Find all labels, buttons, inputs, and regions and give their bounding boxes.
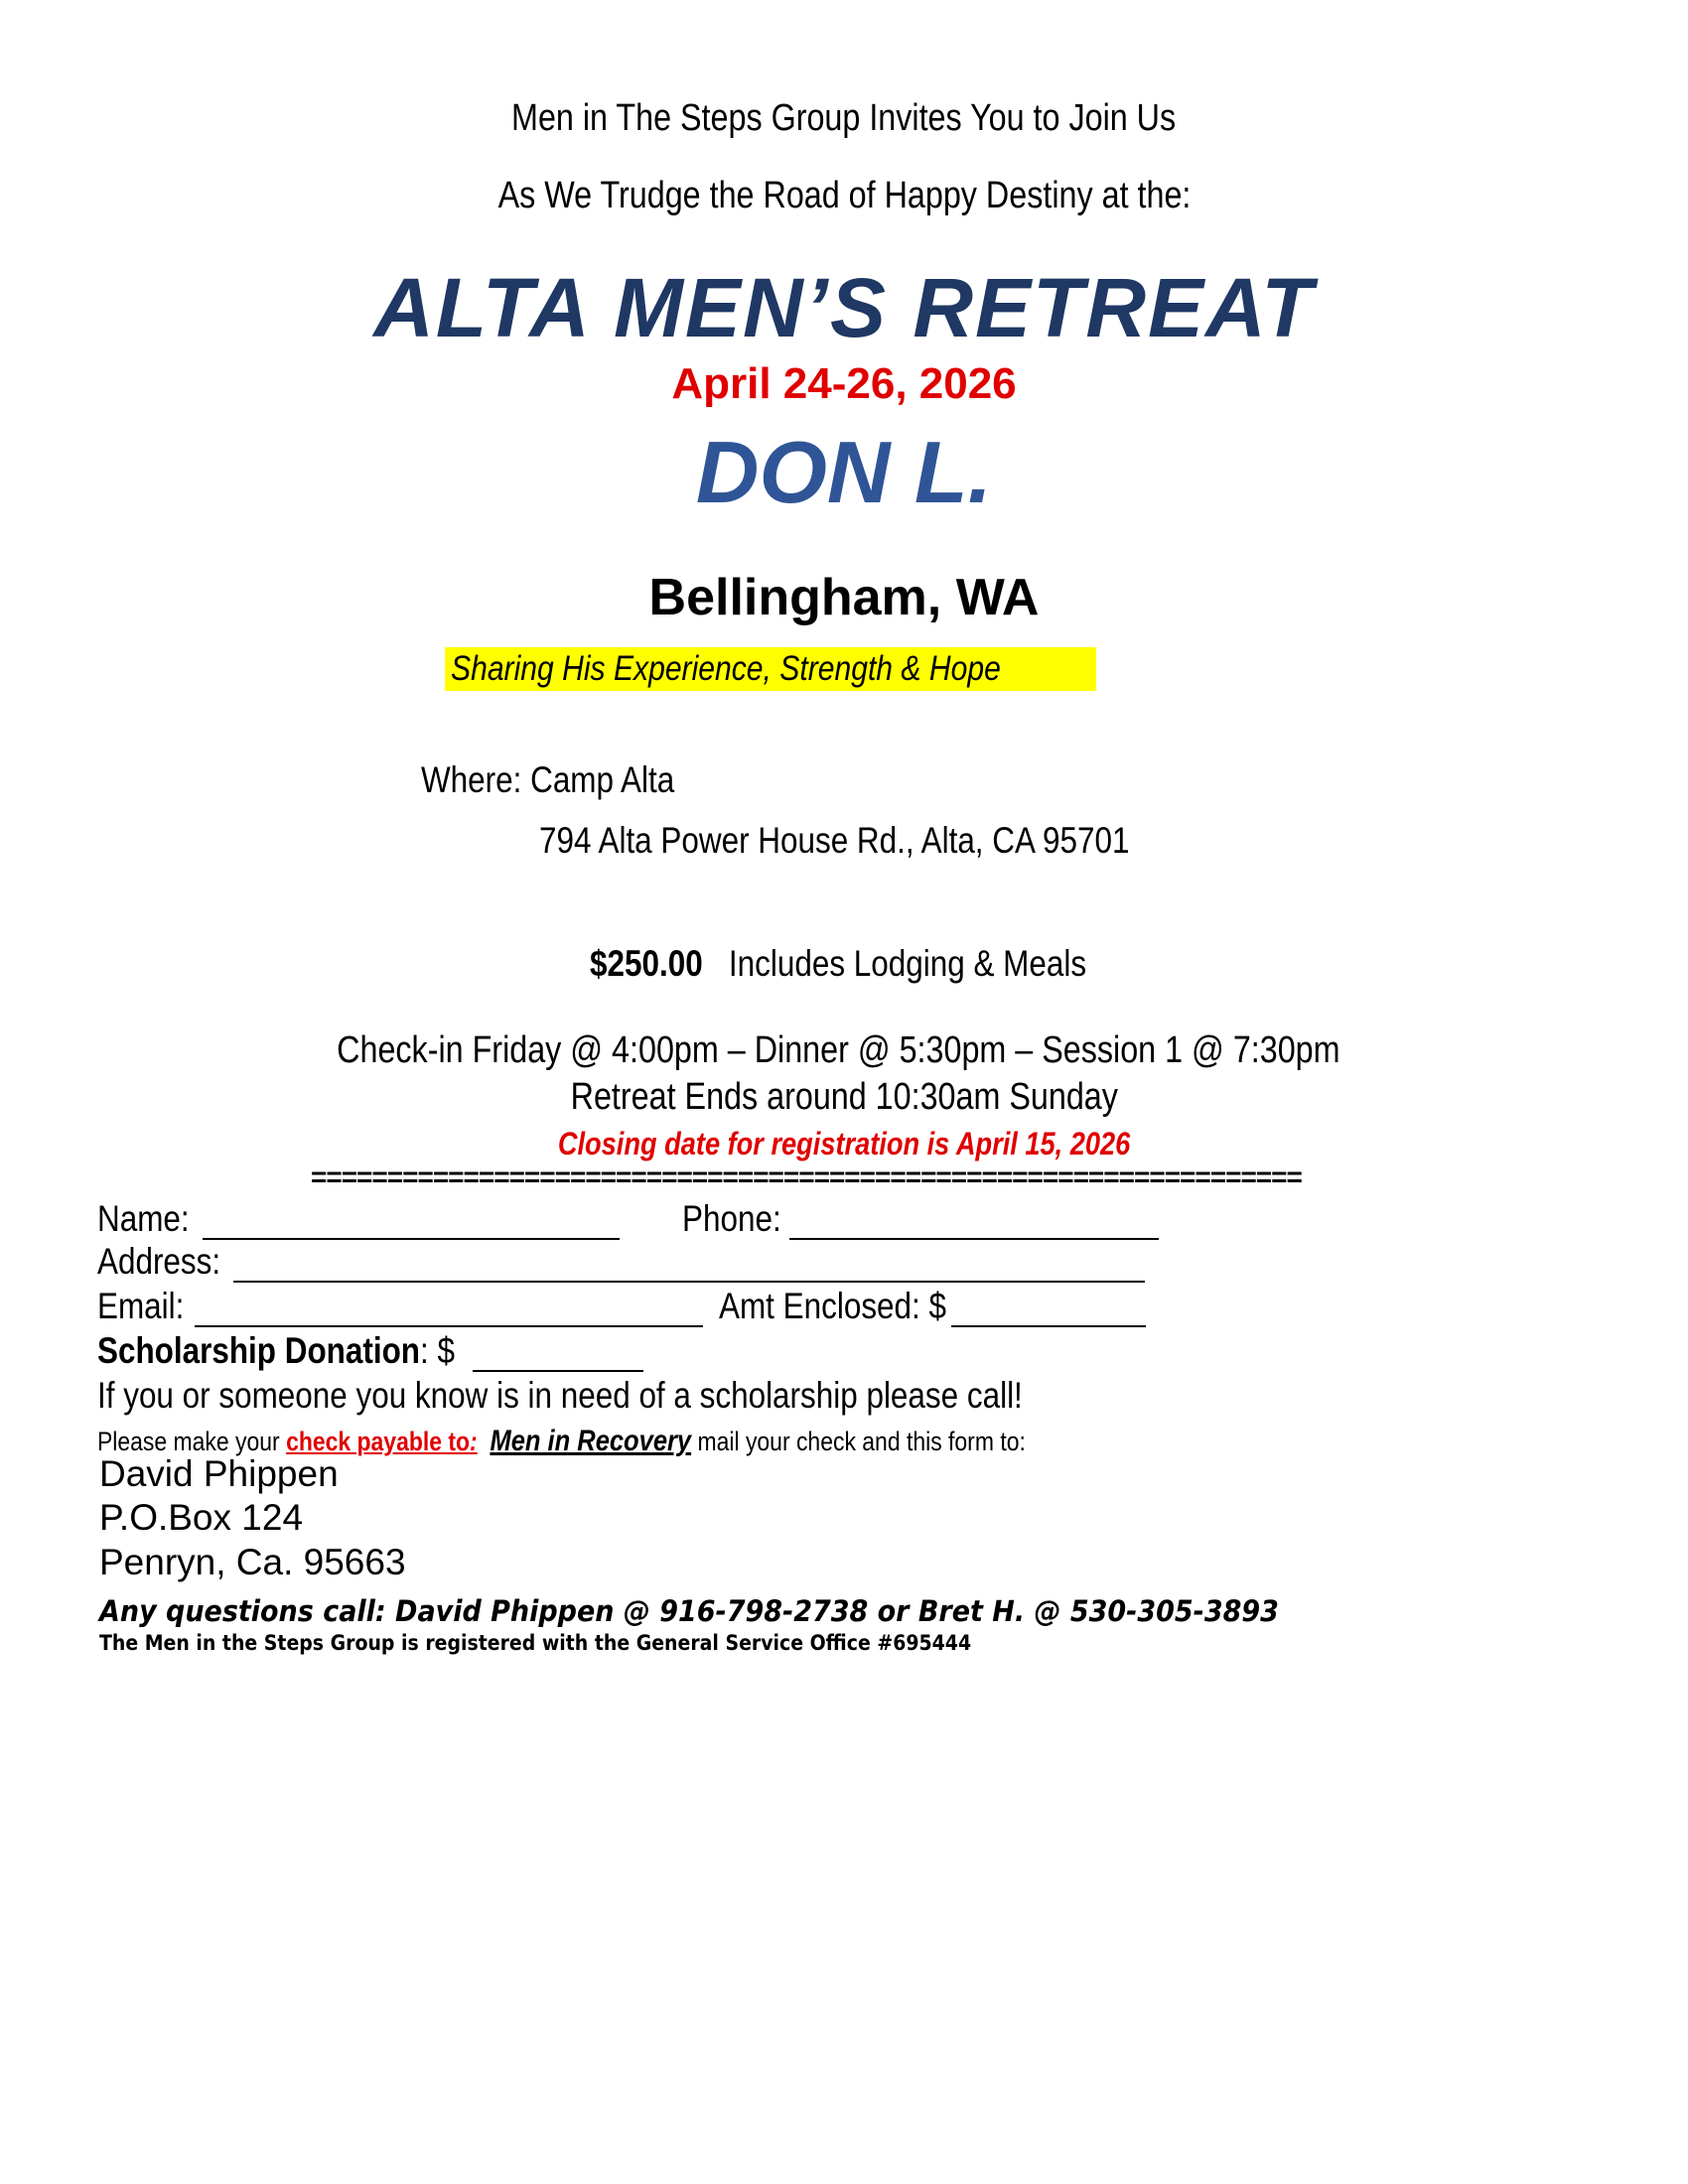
address-label: Address: xyxy=(97,1241,221,1282)
retreat-end-text: Retreat Ends around 10:30am Sunday xyxy=(570,1076,1118,1118)
checkin-schedule xyxy=(0,1029,1682,1072)
speaker-name: DON L. xyxy=(695,423,993,521)
address-row xyxy=(97,1241,242,1283)
phone-label: Phone: xyxy=(682,1198,781,1239)
divider: ================================================================= xyxy=(311,1161,1302,1192)
subtitle-line-text: As We Trudge the Road of Happy Destiny at the: xyxy=(497,175,1191,216)
name-field[interactable] xyxy=(203,1208,620,1240)
payment-suffix: mail your check and this form to: xyxy=(691,1427,1026,1456)
payment-prefix: Please make your xyxy=(97,1427,287,1456)
location-address xyxy=(539,820,1233,862)
contact-line-text: Any questions call: David Phippen @ 916-798-2738 or Bret H. @ 530-305-3893 xyxy=(99,1594,1279,1628)
gso-registration-text: The Men in the Steps Group is registered with the General Service Office #695444 xyxy=(99,1631,972,1655)
check-payable-label: check payable to xyxy=(286,1427,471,1456)
event-dates: April 24-26, 2026 xyxy=(671,359,1017,408)
location-where-text: Where: Camp Alta xyxy=(421,759,675,800)
name-label: Name: xyxy=(97,1198,190,1239)
mail-city: Penryn, Ca. 95663 xyxy=(99,1542,406,1582)
closing-date-text: Closing date for registration is April 15, 2026 xyxy=(557,1126,1131,1161)
amount-field[interactable] xyxy=(951,1296,1146,1327)
phone-row xyxy=(682,1198,798,1240)
check-payable-colon: : xyxy=(470,1427,478,1456)
location-address-text: 794 Alta Power House Rd., Alta, CA 95701 xyxy=(539,820,1130,861)
tagline-text: Sharing His Experience, Strength & Hope xyxy=(451,649,1001,688)
amount-row xyxy=(719,1286,986,1327)
address-field[interactable] xyxy=(233,1251,1145,1283)
phone-field[interactable] xyxy=(789,1208,1159,1240)
price-line xyxy=(590,943,1174,985)
contact-line xyxy=(99,1594,1367,1628)
gso-registration xyxy=(99,1631,1068,1655)
amount-label: Amt Enclosed: $ xyxy=(719,1286,946,1326)
checkin-schedule-text: Check-in Friday @ 4:00pm – Dinner @ 5:30pm – Session 1 @ 7:30pm xyxy=(336,1029,1340,1071)
mail-po-box: P.O.Box 124 xyxy=(99,1497,304,1538)
price: $250.00 xyxy=(590,943,703,984)
invite-line xyxy=(0,97,1688,140)
scholarship-note xyxy=(97,1375,1186,1417)
mail-name: David Phippen xyxy=(99,1453,339,1494)
location-where xyxy=(421,759,719,801)
scholarship-suffix: : $ xyxy=(420,1330,455,1371)
retreat-end xyxy=(0,1076,1688,1119)
name-row xyxy=(97,1198,206,1240)
price-includes: Includes Lodging & Meals xyxy=(728,943,1087,984)
email-row xyxy=(97,1286,200,1327)
scholarship-note-text: If you or someone you know is in need of a scholarship please call! xyxy=(97,1375,1023,1416)
closing-date xyxy=(0,1126,1688,1162)
invite-line-text: Men in The Steps Group Invites You to Join Us xyxy=(511,97,1177,139)
email-label: Email: xyxy=(97,1286,185,1326)
payee-name: Men in Recovery xyxy=(490,1425,692,1457)
email-field[interactable] xyxy=(195,1296,703,1327)
scholarship-field[interactable] xyxy=(473,1340,643,1372)
subtitle-line xyxy=(0,175,1688,217)
scholarship-row xyxy=(97,1330,518,1372)
scholarship-label: Scholarship Donation xyxy=(97,1330,421,1371)
event-title: ALTA MEN’S RETREAT xyxy=(373,261,1315,354)
speaker-city: Bellingham, WA xyxy=(648,569,1040,626)
tagline xyxy=(445,647,1096,691)
